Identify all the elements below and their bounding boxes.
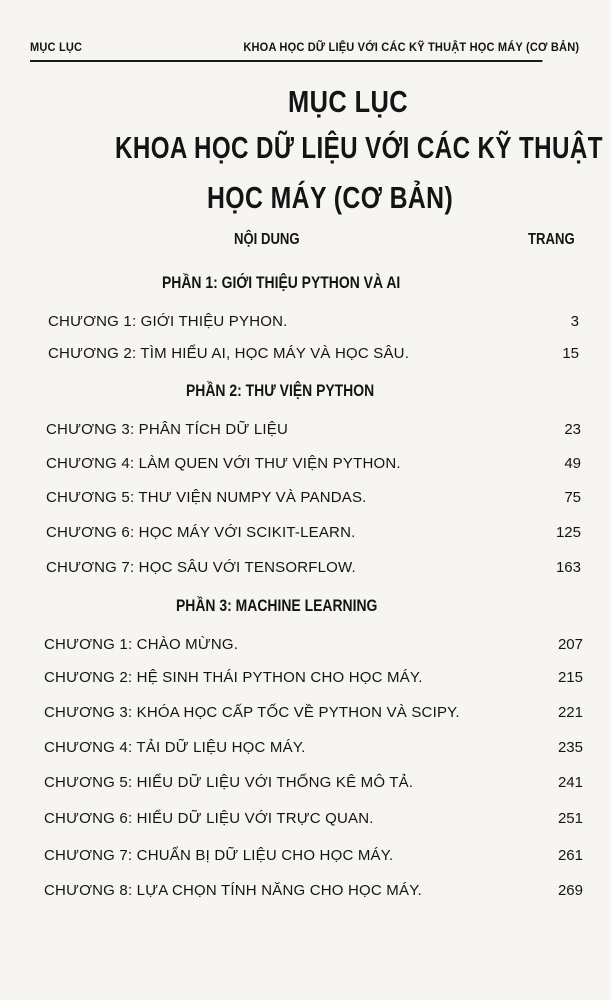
content-column-heading: NỘI DUNG [234, 231, 300, 248]
toc-entry-page: 75 [564, 489, 581, 506]
toc-entry-label: CHƯƠNG 3: PHÂN TÍCH DỮ LIỆU [46, 421, 288, 438]
running-header-right: KHOA HỌC DỮ LIỆU VỚI CÁC KỸ THUẬT HỌC MÁY (CƠ BẢN) [243, 40, 580, 54]
book-title-line-1: KHOA HỌC DỮ LIỆU VỚI CÁC KỸ THUẬT [115, 130, 603, 165]
page-column-heading: TRANG [528, 231, 575, 248]
toc-entry[interactable] [0, 524, 611, 548]
toc-entry-page: 261 [557, 847, 583, 864]
toc-entry-page: 3 [570, 313, 579, 330]
toc-entry[interactable] [0, 882, 611, 906]
toc-entry-page: 215 [557, 669, 583, 686]
toc-entry[interactable] [0, 559, 611, 583]
toc-entry-page: 207 [557, 636, 583, 653]
toc-entry[interactable] [0, 489, 611, 513]
toc-entry-page: 269 [557, 882, 583, 899]
toc-entry-label: CHƯƠNG 5: HIỂU DỮ LIỆU VỚI THỐNG KÊ MÔ TẢ. [44, 774, 414, 791]
toc-entry[interactable] [0, 636, 611, 660]
toc-entry-label: CHƯƠNG 5: THƯ VIỆN NUMPY VÀ PANDAS. [46, 489, 367, 506]
toc-entry-page: 251 [557, 810, 583, 827]
section-heading-2: PHẦN 2: THƯ VIỆN PYTHON [186, 381, 375, 400]
toc-entry-page: 49 [564, 455, 581, 472]
toc-entry-page: 15 [562, 345, 579, 362]
toc-entry[interactable] [0, 313, 611, 337]
toc-entry-page: 23 [564, 421, 581, 438]
toc-entry[interactable] [0, 704, 611, 728]
toc-entry[interactable] [0, 345, 611, 369]
toc-entry-label: CHƯƠNG 7: CHUẨN BỊ DỮ LIỆU CHO HỌC MÁY. [44, 847, 394, 864]
toc-entry-label: CHƯƠNG 2: HỆ SINH THÁI PYTHON CHO HỌC MÁY. [44, 669, 423, 686]
toc-entry[interactable] [0, 739, 611, 763]
page-title: MỤC LỤC [288, 84, 409, 119]
toc-entry[interactable] [0, 669, 611, 693]
running-header-left: MỤC LỤC [30, 40, 83, 54]
toc-entry-label: CHƯƠNG 1: CHÀO MỪNG. [44, 636, 239, 653]
section-heading-1: PHẦN 1: GIỚI THIỆU PYTHON VÀ AI [162, 273, 401, 292]
toc-entry-label: CHƯƠNG 6: HỌC MÁY VỚI SCIKIT-LEARN. [46, 524, 356, 541]
toc-entry-label: CHƯƠNG 6: HIỂU DỮ LIỆU VỚI TRỰC QUAN. [44, 810, 374, 827]
toc-entry[interactable] [0, 455, 611, 479]
toc-entry-label: CHƯƠNG 7: HỌC SÂU VỚI TENSORFLOW. [46, 559, 356, 576]
toc-entry-page: 221 [557, 704, 583, 721]
running-header [30, 38, 580, 62]
toc-entry[interactable] [0, 847, 611, 871]
book-title-line-2: HỌC MÁY (CƠ BẢN) [207, 180, 454, 215]
toc-entry-label: CHƯƠNG 3: KHÓA HỌC CẤP TỐC VỀ PYTHON VÀ SCIPY. [44, 704, 460, 721]
toc-entry[interactable] [0, 774, 611, 798]
section-heading-3: PHẦN 3: MACHINE LEARNING [176, 596, 378, 615]
toc-entry-label: CHƯƠNG 2: TÌM HIỂU AI, HỌC MÁY VÀ HỌC SÂU. [48, 345, 410, 362]
toc-entry-page: 241 [557, 774, 583, 791]
toc-entry-label: CHƯƠNG 4: TẢI DỮ LIỆU HỌC MÁY. [44, 739, 306, 756]
toc-entry-label: CHƯƠNG 1: GIỚI THIỆU PYHON. [48, 313, 288, 330]
toc-entry[interactable] [0, 810, 611, 834]
toc-entry[interactable] [0, 421, 611, 445]
toc-entry-page: 235 [557, 739, 583, 756]
toc-entry-label: CHƯƠNG 8: LỰA CHỌN TÍNH NĂNG CHO HỌC MÁY. [44, 882, 422, 899]
toc-entry-page: 125 [555, 524, 581, 541]
toc-entry-page: 163 [555, 559, 581, 576]
toc-entry-label: CHƯƠNG 4: LÀM QUEN VỚI THƯ VIỆN PYTHON. [46, 455, 401, 472]
